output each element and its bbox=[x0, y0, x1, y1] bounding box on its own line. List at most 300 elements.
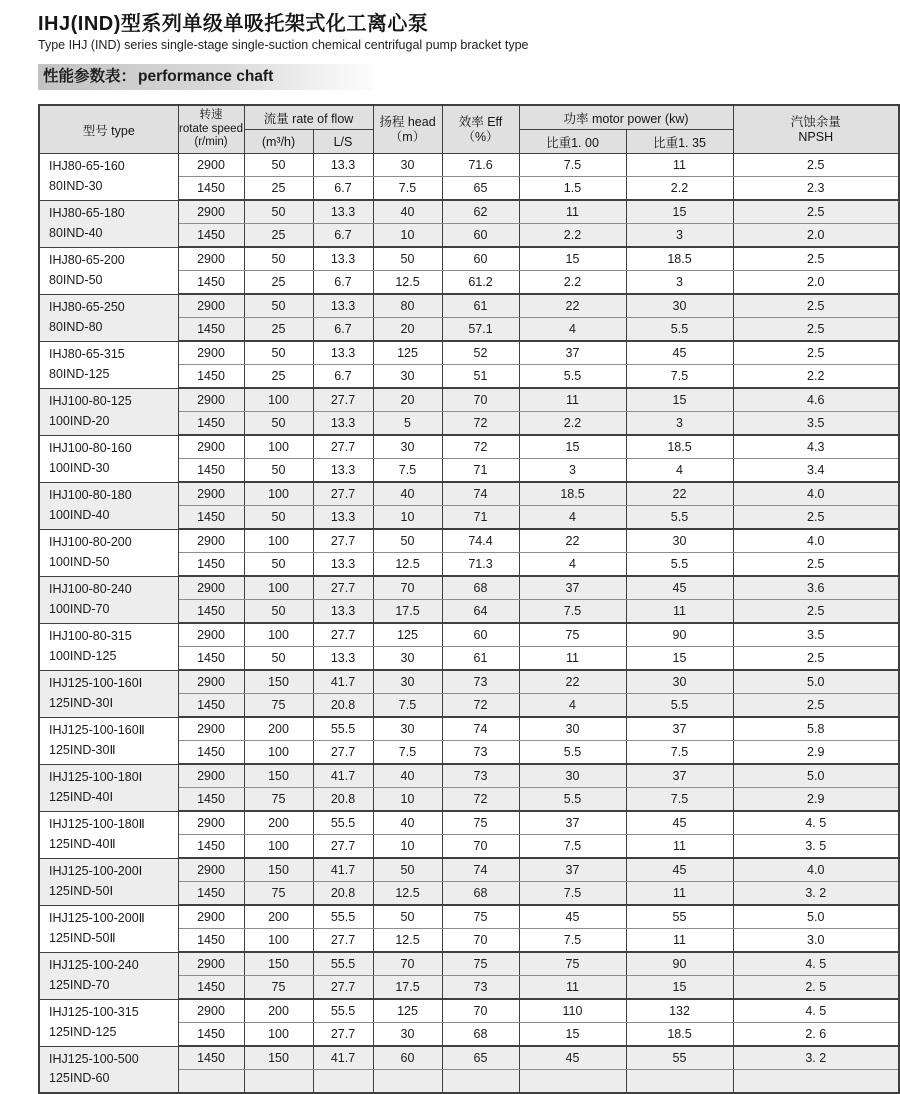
cell-speed: 2900 bbox=[178, 576, 244, 600]
cell-power-135: 45 bbox=[626, 576, 733, 600]
cell-flow-ls: 13.3 bbox=[313, 553, 373, 577]
cell-flow-m3h: 150 bbox=[244, 858, 313, 882]
cell-npsh: 5.0 bbox=[733, 764, 899, 788]
cell-speed: 2900 bbox=[178, 717, 244, 741]
cell-flow-ls: 6.7 bbox=[313, 224, 373, 248]
cell-flow-m3h: 50 bbox=[244, 647, 313, 671]
cell-power-100: 22 bbox=[519, 294, 626, 318]
cell-power-100: 110 bbox=[519, 999, 626, 1023]
cell-speed: 1450 bbox=[178, 412, 244, 436]
cell-flow-ls: 27.7 bbox=[313, 388, 373, 412]
cell-head: 7.5 bbox=[373, 694, 442, 718]
cell-eff: 72 bbox=[442, 412, 519, 436]
cell-power-135: 4 bbox=[626, 459, 733, 483]
cell-head: 50 bbox=[373, 905, 442, 929]
table-row bbox=[39, 247, 899, 271]
cell-speed: 2900 bbox=[178, 200, 244, 224]
cell-power-135: 37 bbox=[626, 764, 733, 788]
cell-flow-ls: 41.7 bbox=[313, 670, 373, 694]
cell-power-135: 18.5 bbox=[626, 247, 733, 271]
cell-head: 12.5 bbox=[373, 882, 442, 906]
table-row bbox=[39, 952, 899, 976]
cell-flow-m3h: 100 bbox=[244, 1023, 313, 1047]
cell-speed: 1450 bbox=[178, 647, 244, 671]
cell-power-135: 11 bbox=[626, 600, 733, 624]
cell-npsh: 4.6 bbox=[733, 388, 899, 412]
model-name: IHJ125-100-240 bbox=[49, 958, 139, 973]
cell-power-135: 15 bbox=[626, 976, 733, 1000]
cell-head: 12.5 bbox=[373, 929, 442, 953]
model-alt-name: 125IND-70 bbox=[49, 977, 110, 992]
cell-speed: 1450 bbox=[178, 882, 244, 906]
cell-speed: 2900 bbox=[178, 764, 244, 788]
table-body bbox=[39, 154, 899, 1094]
cell-flow-m3h: 25 bbox=[244, 318, 313, 342]
table-row bbox=[39, 482, 899, 506]
cell-npsh: 4. 5 bbox=[733, 999, 899, 1023]
model-alt-name: 80IND-40 bbox=[49, 225, 103, 240]
cell-power-100: 30 bbox=[519, 764, 626, 788]
cell-power-135: 22 bbox=[626, 482, 733, 506]
cell-flow-ls: 13.3 bbox=[313, 412, 373, 436]
cell-power-135: 3 bbox=[626, 271, 733, 295]
model-name: IHJ100-80-315 bbox=[49, 629, 132, 644]
cell-eff: 60 bbox=[442, 623, 519, 647]
cell-npsh: 2.5 bbox=[733, 154, 899, 177]
cell-npsh: 3. 5 bbox=[733, 835, 899, 859]
cell-head: 7.5 bbox=[373, 741, 442, 765]
cell-npsh: 2.2 bbox=[733, 365, 899, 389]
cell-eff: 65 bbox=[442, 1046, 519, 1070]
col-header-flow-ls: L/S bbox=[313, 130, 373, 154]
cell-flow-ls: 13.3 bbox=[313, 341, 373, 365]
cell-flow-m3h: 50 bbox=[244, 247, 313, 271]
cell-head: 30 bbox=[373, 717, 442, 741]
cell-npsh: 2.5 bbox=[733, 694, 899, 718]
cell-flow-ls: 6.7 bbox=[313, 365, 373, 389]
cell-power-100: 3 bbox=[519, 459, 626, 483]
cell-power-100: 15 bbox=[519, 435, 626, 459]
cell-flow-ls: 13.3 bbox=[313, 459, 373, 483]
cell-head: 40 bbox=[373, 200, 442, 224]
cell-flow-ls bbox=[313, 1070, 373, 1094]
cell-power-100: 18.5 bbox=[519, 482, 626, 506]
cell-speed: 1450 bbox=[178, 929, 244, 953]
model-alt-name: 100IND-125 bbox=[49, 648, 117, 663]
cell-head: 5 bbox=[373, 412, 442, 436]
cell-speed: 2900 bbox=[178, 623, 244, 647]
cell-npsh: 3.4 bbox=[733, 459, 899, 483]
cell-npsh: 4. 5 bbox=[733, 811, 899, 835]
cell-speed: 2900 bbox=[178, 294, 244, 318]
cell-flow-ls: 13.3 bbox=[313, 154, 373, 177]
table-row bbox=[39, 154, 899, 177]
model-alt-name: 125IND-40Ⅱ bbox=[49, 836, 116, 851]
cell-speed: 1450 bbox=[178, 788, 244, 812]
model-name: IHJ80-65-250 bbox=[49, 300, 125, 315]
cell-power-135: 11 bbox=[626, 882, 733, 906]
cell-power-135 bbox=[626, 1070, 733, 1094]
model-alt-name: 125IND-40Ⅰ bbox=[49, 789, 114, 804]
cell-eff: 70 bbox=[442, 835, 519, 859]
cell-flow-m3h: 50 bbox=[244, 459, 313, 483]
table-row bbox=[39, 576, 899, 600]
table-row bbox=[39, 623, 899, 647]
cell-flow-ls: 13.3 bbox=[313, 200, 373, 224]
cell-flow-ls: 55.5 bbox=[313, 999, 373, 1023]
cell-eff: 62 bbox=[442, 200, 519, 224]
model-alt-name: 80IND-50 bbox=[49, 272, 103, 287]
cell-flow-ls: 27.7 bbox=[313, 482, 373, 506]
col-header-power-sg135: 比重1. 35 bbox=[626, 130, 733, 154]
cell-speed: 1450 bbox=[178, 177, 244, 201]
cell-power-135: 11 bbox=[626, 929, 733, 953]
cell-head: 40 bbox=[373, 811, 442, 835]
cell-power-100: 4 bbox=[519, 318, 626, 342]
cell-npsh: 3.0 bbox=[733, 929, 899, 953]
cell-flow-ls: 27.7 bbox=[313, 835, 373, 859]
cell-power-135: 90 bbox=[626, 623, 733, 647]
model-alt-name: 125IND-30Ⅰ bbox=[49, 695, 114, 710]
cell-npsh: 4.0 bbox=[733, 858, 899, 882]
model-name: IHJ125-100-200Ⅱ bbox=[49, 911, 145, 926]
cell-head: 50 bbox=[373, 247, 442, 271]
model-name: IHJ80-65-180 bbox=[49, 206, 125, 221]
cell-speed: 1450 bbox=[178, 1046, 244, 1070]
cell-speed: 1450 bbox=[178, 506, 244, 530]
cell-flow-ls: 13.3 bbox=[313, 294, 373, 318]
cell-eff: 73 bbox=[442, 976, 519, 1000]
cell-flow-m3h: 200 bbox=[244, 717, 313, 741]
model-name: IHJ100-80-125 bbox=[49, 394, 132, 409]
cell-speed: 2900 bbox=[178, 811, 244, 835]
cell-speed: 2900 bbox=[178, 247, 244, 271]
cell-flow-m3h: 100 bbox=[244, 482, 313, 506]
cell-npsh: 2.5 bbox=[733, 247, 899, 271]
cell-power-135: 132 bbox=[626, 999, 733, 1023]
model-alt-name: 125IND-60 bbox=[49, 1071, 110, 1086]
cell-npsh bbox=[733, 1070, 899, 1094]
cell-flow-m3h: 50 bbox=[244, 553, 313, 577]
cell-flow-m3h: 150 bbox=[244, 764, 313, 788]
cell-head: 10 bbox=[373, 224, 442, 248]
cell-eff: 74 bbox=[442, 858, 519, 882]
cell-power-135: 55 bbox=[626, 905, 733, 929]
cell-power-100: 7.5 bbox=[519, 882, 626, 906]
cell-flow-m3h: 50 bbox=[244, 412, 313, 436]
cell-power-100: 15 bbox=[519, 1023, 626, 1047]
cell-speed: 1450 bbox=[178, 1023, 244, 1047]
model-cell bbox=[39, 623, 178, 670]
cell-eff: 60 bbox=[442, 224, 519, 248]
col-header-head bbox=[373, 105, 442, 154]
cell-eff: 68 bbox=[442, 882, 519, 906]
table-row bbox=[39, 529, 899, 553]
cell-flow-ls: 6.7 bbox=[313, 177, 373, 201]
cell-speed: 2900 bbox=[178, 670, 244, 694]
cell-flow-m3h: 50 bbox=[244, 154, 313, 177]
cell-speed: 1450 bbox=[178, 224, 244, 248]
cell-eff: 75 bbox=[442, 811, 519, 835]
cell-head: 30 bbox=[373, 435, 442, 459]
cell-flow-m3h: 100 bbox=[244, 623, 313, 647]
model-alt-name: 125IND-50Ⅱ bbox=[49, 930, 116, 945]
cell-power-135: 37 bbox=[626, 717, 733, 741]
cell-speed: 1450 bbox=[178, 365, 244, 389]
cell-power-100: 37 bbox=[519, 576, 626, 600]
model-cell bbox=[39, 576, 178, 623]
cell-speed: 1450 bbox=[178, 694, 244, 718]
cell-npsh: 2.5 bbox=[733, 506, 899, 530]
cell-npsh: 5.8 bbox=[733, 717, 899, 741]
cell-speed: 1450 bbox=[178, 600, 244, 624]
cell-head: 20 bbox=[373, 388, 442, 412]
cell-flow-m3h: 150 bbox=[244, 670, 313, 694]
cell-head: 80 bbox=[373, 294, 442, 318]
cell-flow-ls: 55.5 bbox=[313, 905, 373, 929]
cell-npsh: 3.6 bbox=[733, 576, 899, 600]
model-cell bbox=[39, 858, 178, 905]
table-row bbox=[39, 811, 899, 835]
cell-npsh: 2.5 bbox=[733, 647, 899, 671]
model-name: IHJ125-100-160Ⅰ bbox=[49, 676, 143, 691]
cell-npsh: 4.3 bbox=[733, 435, 899, 459]
cell-eff: 73 bbox=[442, 670, 519, 694]
col-header-head-unit: （m） bbox=[389, 129, 426, 144]
cell-head: 30 bbox=[373, 1023, 442, 1047]
table-header bbox=[39, 105, 899, 154]
cell-flow-m3h: 100 bbox=[244, 835, 313, 859]
cell-flow-ls: 13.3 bbox=[313, 647, 373, 671]
cell-flow-m3h: 50 bbox=[244, 294, 313, 318]
cell-power-100: 2.2 bbox=[519, 412, 626, 436]
cell-flow-m3h bbox=[244, 1070, 313, 1094]
cell-eff: 74 bbox=[442, 717, 519, 741]
col-header-npsh-en: NPSH bbox=[798, 129, 834, 144]
cell-power-135: 55 bbox=[626, 1046, 733, 1070]
cell-flow-ls: 13.3 bbox=[313, 506, 373, 530]
model-alt-name: 80IND-125 bbox=[49, 366, 110, 381]
cell-power-135: 45 bbox=[626, 341, 733, 365]
cell-npsh: 2.5 bbox=[733, 341, 899, 365]
cell-speed: 1450 bbox=[178, 741, 244, 765]
cell-npsh: 3. 2 bbox=[733, 882, 899, 906]
cell-power-100: 37 bbox=[519, 341, 626, 365]
cell-npsh: 2.5 bbox=[733, 553, 899, 577]
cell-flow-ls: 13.3 bbox=[313, 600, 373, 624]
cell-power-135: 3 bbox=[626, 412, 733, 436]
cell-head: 40 bbox=[373, 764, 442, 788]
cell-head: 30 bbox=[373, 670, 442, 694]
cell-speed: 2900 bbox=[178, 999, 244, 1023]
cell-power-100: 37 bbox=[519, 811, 626, 835]
model-name: IHJ80-65-160 bbox=[49, 159, 125, 174]
section-header-zh: 性能参数表： bbox=[43, 68, 137, 85]
cell-power-135: 3 bbox=[626, 224, 733, 248]
cell-flow-ls: 55.5 bbox=[313, 811, 373, 835]
cell-eff: 72 bbox=[442, 694, 519, 718]
cell-power-135: 5.5 bbox=[626, 694, 733, 718]
cell-npsh: 4.0 bbox=[733, 529, 899, 553]
cell-head: 10 bbox=[373, 788, 442, 812]
col-header-motor-power: 功率 motor power (kw) bbox=[519, 105, 733, 130]
col-header-rotate-speed-unit: (r/min) bbox=[194, 136, 228, 149]
cell-flow-m3h: 200 bbox=[244, 811, 313, 835]
cell-flow-m3h: 100 bbox=[244, 576, 313, 600]
table-row bbox=[39, 341, 899, 365]
cell-eff: 71.6 bbox=[442, 154, 519, 177]
cell-power-135: 5.5 bbox=[626, 318, 733, 342]
cell-speed: 2900 bbox=[178, 952, 244, 976]
cell-speed: 1450 bbox=[178, 835, 244, 859]
model-alt-name: 125IND-125 bbox=[49, 1024, 117, 1039]
model-alt-name: 80IND-30 bbox=[49, 178, 103, 193]
cell-flow-m3h: 200 bbox=[244, 999, 313, 1023]
cell-speed: 2900 bbox=[178, 482, 244, 506]
cell-speed: 2900 bbox=[178, 341, 244, 365]
cell-power-100: 15 bbox=[519, 247, 626, 271]
model-cell bbox=[39, 154, 178, 201]
cell-speed: 1450 bbox=[178, 459, 244, 483]
cell-flow-ls: 41.7 bbox=[313, 764, 373, 788]
cell-power-135: 7.5 bbox=[626, 788, 733, 812]
cell-power-100: 11 bbox=[519, 976, 626, 1000]
cell-flow-ls: 20.8 bbox=[313, 694, 373, 718]
cell-flow-m3h: 25 bbox=[244, 177, 313, 201]
table-row bbox=[39, 435, 899, 459]
cell-eff: 60 bbox=[442, 247, 519, 271]
cell-speed: 2900 bbox=[178, 905, 244, 929]
cell-head: 50 bbox=[373, 858, 442, 882]
cell-power-100: 22 bbox=[519, 670, 626, 694]
cell-eff: 51 bbox=[442, 365, 519, 389]
cell-power-100 bbox=[519, 1070, 626, 1094]
cell-head: 7.5 bbox=[373, 459, 442, 483]
cell-power-100: 11 bbox=[519, 647, 626, 671]
model-name: IHJ100-80-200 bbox=[49, 535, 132, 550]
model-cell bbox=[39, 341, 178, 388]
cell-flow-ls: 20.8 bbox=[313, 882, 373, 906]
cell-flow-m3h: 100 bbox=[244, 741, 313, 765]
cell-flow-ls: 41.7 bbox=[313, 858, 373, 882]
col-header-rotate-speed-zh: 转速 bbox=[199, 108, 223, 121]
cell-power-135: 11 bbox=[626, 835, 733, 859]
cell-power-135: 45 bbox=[626, 811, 733, 835]
col-header-efficiency-label: 效率 Eff bbox=[458, 114, 503, 129]
cell-npsh: 2.5 bbox=[733, 600, 899, 624]
cell-power-135: 2.2 bbox=[626, 177, 733, 201]
cell-power-135: 15 bbox=[626, 388, 733, 412]
cell-head: 125 bbox=[373, 999, 442, 1023]
cell-power-100: 5.5 bbox=[519, 788, 626, 812]
col-header-npsh-zh: 汽蚀余量 bbox=[790, 114, 841, 129]
cell-eff: 74 bbox=[442, 482, 519, 506]
cell-power-100: 37 bbox=[519, 858, 626, 882]
model-name: IHJ125-100-160Ⅱ bbox=[49, 723, 145, 738]
model-alt-name: 100IND-30 bbox=[49, 460, 110, 475]
cell-eff: 61 bbox=[442, 647, 519, 671]
col-header-rotate-speed bbox=[178, 105, 244, 154]
model-cell bbox=[39, 435, 178, 482]
col-header-rotate-speed-en: rotate speed bbox=[179, 122, 243, 135]
model-name: IHJ125-100-180Ⅱ bbox=[49, 817, 145, 832]
cell-eff: 70 bbox=[442, 999, 519, 1023]
cell-power-100: 45 bbox=[519, 1046, 626, 1070]
cell-flow-m3h: 150 bbox=[244, 952, 313, 976]
cell-flow-ls: 27.7 bbox=[313, 741, 373, 765]
cell-speed: 2900 bbox=[178, 858, 244, 882]
cell-flow-ls: 27.7 bbox=[313, 1023, 373, 1047]
model-name: IHJ100-80-240 bbox=[49, 582, 132, 597]
cell-flow-ls: 55.5 bbox=[313, 717, 373, 741]
cell-power-100: 75 bbox=[519, 623, 626, 647]
cell-npsh: 5.0 bbox=[733, 670, 899, 694]
model-name: IHJ100-80-180 bbox=[49, 488, 132, 503]
model-name: IHJ80-65-200 bbox=[49, 253, 125, 268]
cell-eff: 68 bbox=[442, 576, 519, 600]
cell-power-100: 4 bbox=[519, 694, 626, 718]
cell-flow-m3h: 100 bbox=[244, 435, 313, 459]
cell-flow-ls: 27.7 bbox=[313, 529, 373, 553]
model-alt-name: 100IND-70 bbox=[49, 601, 110, 616]
cell-power-100: 7.5 bbox=[519, 154, 626, 177]
cell-power-135: 7.5 bbox=[626, 741, 733, 765]
cell-flow-m3h: 75 bbox=[244, 788, 313, 812]
cell-head: 60 bbox=[373, 1046, 442, 1070]
model-cell bbox=[39, 670, 178, 717]
cell-flow-m3h: 100 bbox=[244, 929, 313, 953]
cell-power-135: 18.5 bbox=[626, 1023, 733, 1047]
cell-eff: 73 bbox=[442, 764, 519, 788]
page-title: IHJ(IND)型系列单级单吸托架式化工离心泵 bbox=[38, 13, 429, 35]
section-header-en: performance chaft bbox=[138, 68, 274, 85]
table-row bbox=[39, 388, 899, 412]
cell-eff: 72 bbox=[442, 435, 519, 459]
cell-head: 30 bbox=[373, 647, 442, 671]
cell-npsh: 4. 5 bbox=[733, 952, 899, 976]
cell-power-100: 7.5 bbox=[519, 600, 626, 624]
col-header-npsh bbox=[733, 105, 899, 154]
cell-power-135: 7.5 bbox=[626, 365, 733, 389]
cell-power-100: 7.5 bbox=[519, 929, 626, 953]
cell-head: 7.5 bbox=[373, 177, 442, 201]
page-subtitle: Type IHJ (IND) series single-stage single-suction chemical centrifugal pump bracket type bbox=[38, 38, 529, 52]
cell-speed: 1450 bbox=[178, 271, 244, 295]
cell-head bbox=[373, 1070, 442, 1094]
model-name: IHJ125-100-315 bbox=[49, 1005, 139, 1020]
cell-power-100: 1.5 bbox=[519, 177, 626, 201]
cell-power-100: 30 bbox=[519, 717, 626, 741]
cell-eff: 57.1 bbox=[442, 318, 519, 342]
cell-flow-m3h: 150 bbox=[244, 1046, 313, 1070]
cell-eff bbox=[442, 1070, 519, 1094]
cell-head: 12.5 bbox=[373, 271, 442, 295]
cell-flow-ls: 27.7 bbox=[313, 976, 373, 1000]
cell-eff: 71.3 bbox=[442, 553, 519, 577]
cell-eff: 52 bbox=[442, 341, 519, 365]
cell-flow-m3h: 75 bbox=[244, 882, 313, 906]
cell-flow-ls: 27.7 bbox=[313, 929, 373, 953]
cell-power-100: 75 bbox=[519, 952, 626, 976]
cell-npsh: 2.5 bbox=[733, 200, 899, 224]
cell-power-100: 2.2 bbox=[519, 224, 626, 248]
cell-head: 17.5 bbox=[373, 600, 442, 624]
cell-flow-ls: 27.7 bbox=[313, 623, 373, 647]
cell-power-100: 11 bbox=[519, 200, 626, 224]
cell-head: 125 bbox=[373, 623, 442, 647]
col-header-efficiency bbox=[442, 105, 519, 154]
cell-head: 70 bbox=[373, 952, 442, 976]
